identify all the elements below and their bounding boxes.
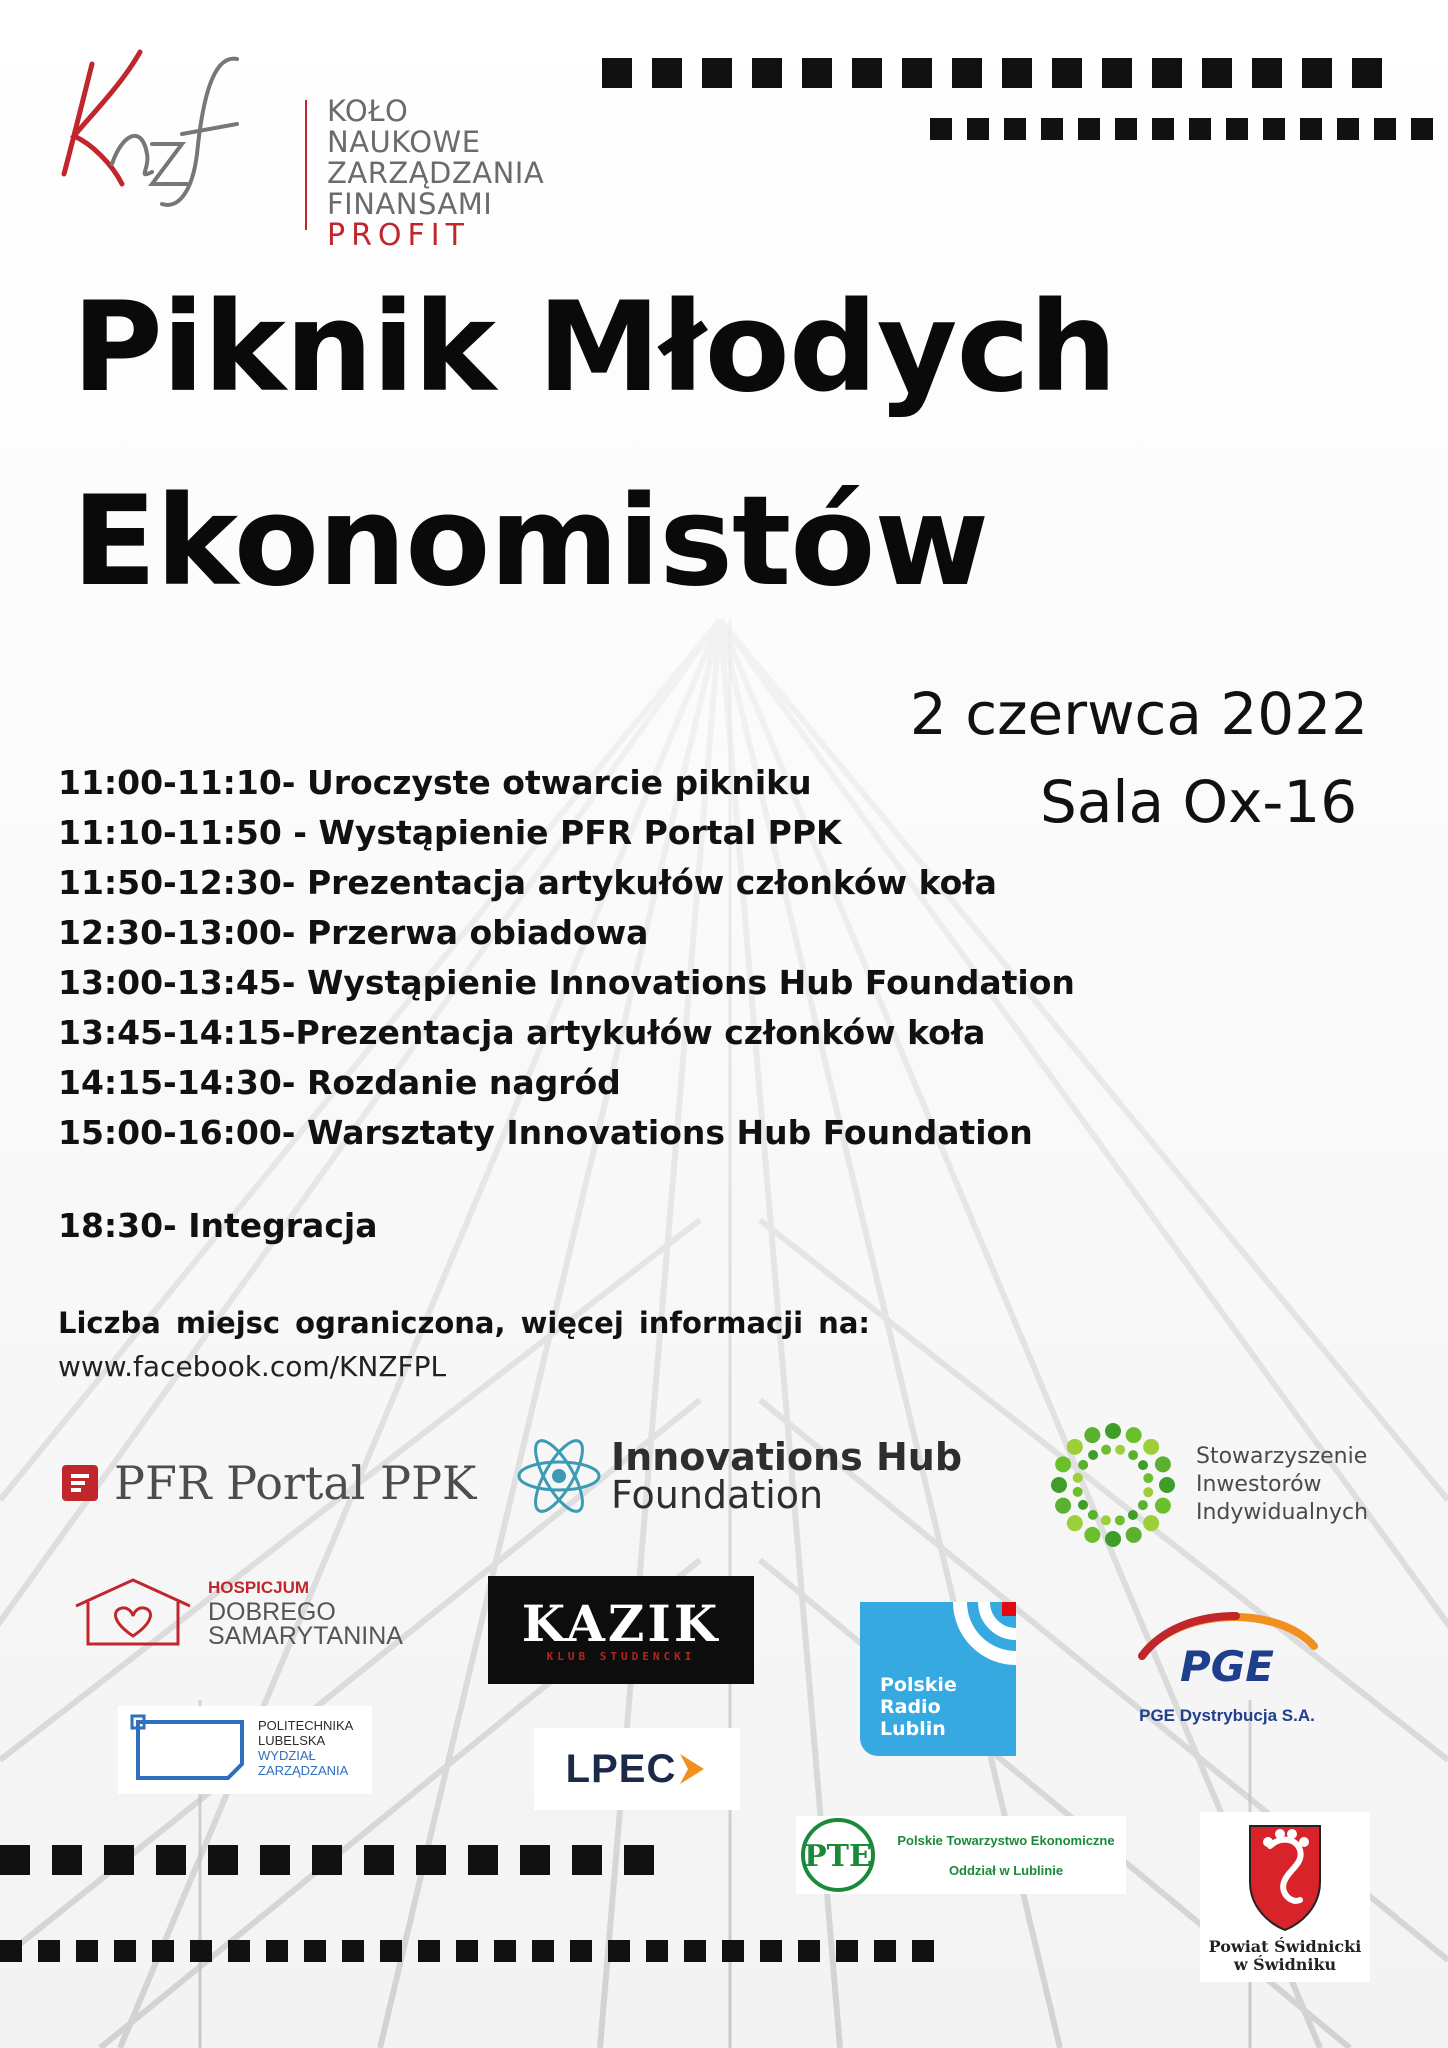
sponsor-polskie-radio-lublin — [860, 1602, 1016, 1756]
dash-block — [652, 58, 682, 88]
schedule-list — [58, 758, 1075, 1158]
prl-line-1: Polskie — [880, 1674, 957, 1696]
swidnik-name — [1200, 1938, 1370, 1974]
dash-block — [1202, 58, 1232, 88]
bottom-dash-row-1 — [0, 1845, 654, 1875]
kazik-name: KAZIK — [521, 1593, 721, 1653]
dash-block — [836, 1940, 858, 1962]
sii-line-1: Stowarzyszenie — [1196, 1444, 1368, 1469]
pge-name: PGE — [1180, 1642, 1274, 1691]
dash-block — [494, 1940, 516, 1962]
prl-line-3: Lublin — [880, 1718, 946, 1740]
dash-block — [38, 1940, 60, 1962]
pol-line-3: WYDZIAŁ — [258, 1748, 316, 1763]
logo-line-3: FINANSAMI — [327, 187, 493, 221]
dash-block — [52, 1845, 82, 1875]
dash-block — [104, 1845, 134, 1875]
sii-line-2: Inwestorów — [1196, 1472, 1322, 1497]
dash-block — [1352, 58, 1382, 88]
swid-line-2: w Świdniku — [1233, 1955, 1337, 1974]
dash-block — [228, 1940, 250, 1962]
hospicjum-line-1: HOSPICJUM — [208, 1578, 310, 1597]
dash-block — [520, 1845, 550, 1875]
prl-line-2: Radio — [880, 1696, 941, 1718]
title-line-1: Piknik Młodych — [72, 276, 1117, 420]
dash-block — [802, 58, 832, 88]
dash-block — [266, 1940, 288, 1962]
event-date: 2 czerwca 2022 — [909, 680, 1368, 748]
dash-block — [380, 1940, 402, 1962]
dash-block — [624, 1845, 654, 1875]
schedule-item: 11:10-11:50 - Wystąpienie PFR Portal PPK — [58, 813, 842, 852]
kazik-subtitle: KLUB STUDENCKI — [546, 1649, 696, 1663]
logo-separator — [305, 100, 307, 230]
logo-line-1: KOŁO NAUKOWE — [327, 94, 481, 159]
dash-block — [852, 58, 882, 88]
dash-block — [1041, 118, 1063, 140]
dash-block — [1411, 118, 1433, 140]
knzf-logo — [52, 44, 545, 253]
swid-line-1: Powiat Świdnicki — [1208, 1937, 1362, 1956]
logo-line-4: PROFIT — [327, 218, 470, 253]
ihf-line-2: Foundation — [611, 1473, 824, 1517]
dash-block — [1102, 58, 1132, 88]
event-room: Sala Ox-16 — [1040, 768, 1358, 836]
schedule-item: 13:45-14:15-Prezentacja artykułów członków koła — [58, 1013, 986, 1052]
dash-block — [76, 1940, 98, 1962]
hospicjum-line-2: DOBREGO — [208, 1598, 336, 1626]
dash-block — [364, 1845, 394, 1875]
dash-block — [190, 1940, 212, 1962]
logo-line-2: ZARZĄDZANIA — [327, 156, 545, 190]
sponsor-sii — [1048, 1418, 1368, 1552]
politechnika-frame-icon — [118, 1706, 248, 1794]
title-line-2: Ekonomistów — [72, 470, 989, 614]
coat-of-arms-icon — [1200, 1812, 1370, 1936]
dash-block — [342, 1940, 364, 1962]
dash-block — [156, 1845, 186, 1875]
dash-block — [1002, 58, 1032, 88]
hospicjum-name — [208, 1576, 403, 1648]
dash-block — [260, 1845, 290, 1875]
schedule-item: 13:00-13:45- Wystąpienie Innovations Hub Foundation — [58, 963, 1075, 1002]
sponsor-innovations-hub — [515, 1436, 962, 1516]
schedule-item: 14:15-14:30- Rozdanie nagród — [58, 1063, 621, 1102]
dash-block — [532, 1940, 554, 1962]
pfr-logo-icon — [62, 1465, 98, 1501]
schedule-item: 11:00-11:10- Uroczyste otwarcie pikniku — [58, 763, 812, 802]
limited-seats-note: Liczba miejsc ograniczona, więcej informacji na: — [58, 1306, 870, 1340]
dash-block — [1004, 118, 1026, 140]
dash-block — [468, 1845, 498, 1875]
lpec-name: LPEC — [565, 1746, 677, 1791]
top-dash-row-1 — [602, 58, 1382, 88]
dash-block — [608, 1940, 630, 1962]
dash-block — [602, 58, 632, 88]
dash-block — [1300, 118, 1322, 140]
sii-line-3: Indywidualnych — [1196, 1500, 1369, 1525]
dash-block — [1302, 58, 1332, 88]
dash-block — [114, 1940, 136, 1962]
dash-block — [304, 1940, 326, 1962]
schedule-item: 12:30-13:00- Przerwa obiadowa — [58, 913, 649, 952]
dash-block — [208, 1845, 238, 1875]
hospicjum-line-3: SAMARYTANINA — [208, 1622, 403, 1650]
pte-emblem-icon — [798, 1816, 878, 1894]
dash-block — [952, 58, 982, 88]
atom-icon — [515, 1436, 603, 1516]
ihf-line-1: Innovations Hub — [611, 1435, 963, 1479]
dash-block — [722, 1940, 744, 1962]
sponsor-kazik — [488, 1576, 754, 1684]
dash-block — [572, 1845, 602, 1875]
dash-block — [1152, 58, 1182, 88]
dash-block — [0, 1845, 30, 1875]
dash-block — [798, 1940, 820, 1962]
dash-block — [752, 58, 782, 88]
dash-block — [646, 1940, 668, 1962]
sponsor-politechnika-lubelska — [118, 1706, 372, 1794]
dash-block — [967, 118, 989, 140]
dash-block — [930, 118, 952, 140]
dash-block — [684, 1940, 706, 1962]
pol-line-1: POLITECHNIKA — [258, 1718, 354, 1733]
dash-block — [1078, 118, 1100, 140]
dash-block — [1226, 118, 1248, 140]
pfr-name: PFR Portal PPK — [114, 1456, 477, 1510]
pol-line-2: LUBELSKA — [258, 1733, 326, 1748]
dash-block — [570, 1940, 592, 1962]
dash-block — [1152, 118, 1174, 140]
svg-text:PTE: PTE — [804, 1839, 872, 1874]
sponsor-pge — [1136, 1604, 1318, 1734]
dash-block — [902, 58, 932, 88]
dash-block — [456, 1940, 478, 1962]
knzf-signature-icon — [52, 44, 302, 214]
dash-block — [912, 1940, 934, 1962]
dash-block — [1189, 118, 1211, 140]
lpec-chevron-icon — [676, 1752, 708, 1786]
schedule-item: 15:00-16:00- Warsztaty Innovations Hub Foundation — [58, 1113, 1033, 1152]
pte-line-1: Polskie Towarzystwo Ekonomiczne — [897, 1833, 1115, 1848]
dash-block — [312, 1845, 342, 1875]
dash-block — [152, 1940, 174, 1962]
sponsor-pfr — [62, 1456, 476, 1510]
dash-block — [1374, 118, 1396, 140]
dash-block — [1252, 58, 1282, 88]
pte-line-2: Oddział w Lublinie — [948, 1863, 1064, 1878]
sii-name — [1196, 1443, 1368, 1527]
dash-block — [416, 1845, 446, 1875]
politechnika-name — [258, 1718, 353, 1778]
dash-block — [418, 1940, 440, 1962]
top-dash-row-2 — [930, 118, 1448, 140]
logo-text — [327, 96, 544, 251]
dash-block — [0, 1940, 22, 1962]
dash-block — [760, 1940, 782, 1962]
dash-block — [1263, 118, 1285, 140]
sponsor-powiat-swidnicki — [1200, 1812, 1370, 1982]
schedule-item: 11:50-12:30- Prezentacja artykułów członków koła — [58, 863, 997, 902]
dash-block — [874, 1940, 896, 1962]
sponsor-lpec — [534, 1728, 740, 1810]
prl-name — [880, 1674, 957, 1740]
schedule-integration: 18:30- Integracja — [58, 1206, 378, 1245]
house-heart-icon — [72, 1576, 194, 1648]
dash-block — [1052, 58, 1082, 88]
pte-name — [886, 1826, 1126, 1886]
bottom-dash-row-2 — [0, 1940, 934, 1962]
sponsor-hospicjum — [72, 1576, 403, 1648]
sii-ring-icon — [1048, 1418, 1178, 1552]
sponsor-pte — [796, 1816, 1126, 1894]
dash-block — [1115, 118, 1137, 140]
dash-block — [1337, 118, 1359, 140]
dash-block — [702, 58, 732, 88]
pge-subtitle: PGE Dystrybucja S.A. — [1139, 1706, 1315, 1725]
ihf-name — [611, 1435, 963, 1517]
pol-line-4: ZARZĄDZANIA — [258, 1763, 349, 1778]
facebook-link[interactable]: www.facebook.com/KNZFPL — [58, 1350, 447, 1383]
